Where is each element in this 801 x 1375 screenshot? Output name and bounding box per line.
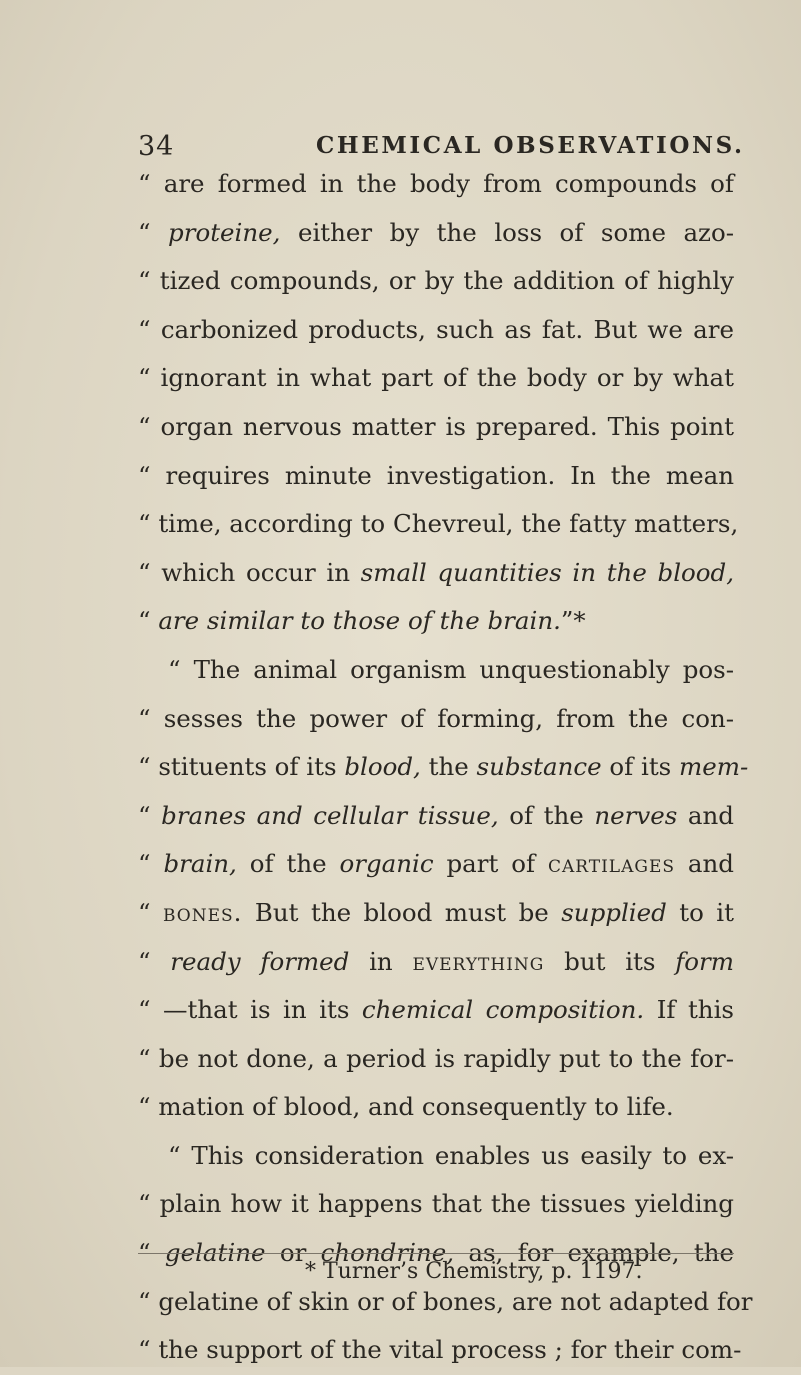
text-segment: “ sesses the power of forming, from the con- bbox=[138, 703, 734, 733]
text-line bbox=[138, 889, 734, 938]
text-segment: “ mation of blood, and consequently to life. bbox=[138, 1092, 674, 1122]
text-line bbox=[138, 840, 734, 889]
text-line bbox=[138, 1083, 734, 1132]
text-segment: “ bbox=[138, 849, 164, 879]
text-segment: part of bbox=[433, 849, 548, 879]
italic-text: chondrine, bbox=[320, 1238, 454, 1268]
text-segment: “ The animal organism unquestionably pos- bbox=[168, 654, 734, 684]
text-segment: “ be not done, a period is rapidly put to the for- bbox=[138, 1043, 734, 1073]
text-segment: but its bbox=[544, 946, 676, 976]
text-segment: and bbox=[675, 849, 734, 879]
text-segment: either by the loss of some azo- bbox=[280, 217, 734, 247]
text-line bbox=[138, 597, 734, 646]
text-segment: “ bbox=[138, 217, 169, 247]
text-segment: to it bbox=[666, 897, 734, 927]
text-line bbox=[138, 695, 734, 744]
text-segment: “ bbox=[138, 897, 163, 927]
text-segment: in bbox=[349, 946, 413, 976]
text-segment: or bbox=[265, 1238, 321, 1268]
text-line bbox=[138, 160, 734, 209]
text-segment: “ gelatine of skin or of bones, are not adapted for bbox=[138, 1286, 753, 1316]
text-segment: “ ignorant in what part of the body or by what bbox=[138, 363, 734, 393]
small-caps-text: bones. bbox=[162, 897, 243, 927]
italic-text: form bbox=[675, 946, 734, 976]
text-line bbox=[138, 209, 734, 258]
text-line bbox=[138, 306, 734, 355]
italic-text: gelatine bbox=[164, 1238, 266, 1268]
body-text bbox=[138, 160, 753, 1375]
italic-text: ready formed bbox=[170, 946, 350, 976]
text-segment: “ the support of the vital process ; for their com- bbox=[138, 1335, 742, 1365]
text-segment: of its bbox=[601, 752, 680, 782]
text-segment: “ time, according to Chevreul, the fatty matters, bbox=[138, 509, 739, 539]
text-line bbox=[138, 1326, 742, 1375]
text-segment: “ requires minute investigation. In the mean bbox=[138, 460, 734, 490]
text-segment: If this bbox=[644, 995, 734, 1025]
text-segment: “ bbox=[138, 1238, 165, 1268]
italic-text: brain, bbox=[163, 849, 237, 879]
text-segment: ”* bbox=[560, 606, 586, 636]
text-segment: and bbox=[677, 800, 734, 830]
text-segment: the bbox=[420, 752, 477, 782]
text-line bbox=[138, 646, 734, 695]
text-line bbox=[138, 452, 734, 501]
text-line bbox=[138, 500, 739, 549]
text-segment: But the blood must be bbox=[242, 897, 562, 927]
text-line bbox=[138, 743, 749, 792]
italic-text: organic bbox=[339, 849, 434, 879]
italic-text: mem- bbox=[679, 752, 749, 782]
page-number: 34 bbox=[138, 131, 175, 162]
text-line bbox=[138, 792, 734, 841]
text-line bbox=[138, 1180, 734, 1229]
text-line bbox=[138, 1035, 734, 1084]
text-segment: “ bbox=[138, 800, 162, 830]
text-line bbox=[138, 938, 734, 987]
italic-text: are similar to those of the brain. bbox=[158, 606, 561, 636]
text-segment: as, for example, the bbox=[453, 1238, 734, 1268]
italic-text: substance bbox=[476, 752, 602, 782]
text-segment: “ organ nervous matter is prepared. This point bbox=[138, 411, 734, 441]
italic-text: blood, bbox=[344, 752, 421, 782]
small-caps-text: everything bbox=[412, 946, 545, 976]
text-segment: “ plain how it happens that the tissues yielding bbox=[138, 1189, 734, 1219]
text-segment: of the bbox=[498, 800, 595, 830]
text-segment: “ bbox=[138, 946, 171, 976]
text-segment: “ tized compounds, or by the addition of highly bbox=[138, 266, 734, 296]
text-line bbox=[138, 1132, 734, 1181]
italic-text: proteine, bbox=[168, 217, 281, 247]
text-segment: of the bbox=[236, 849, 340, 879]
text-line bbox=[138, 354, 734, 403]
italic-text: chemical composition. bbox=[361, 995, 645, 1025]
text-line bbox=[138, 549, 734, 598]
text-line bbox=[138, 986, 734, 1035]
footnote: * Turner’s Chemistry, p. 1197. bbox=[305, 1259, 643, 1284]
running-head: CHEMICAL OBSERVATIONS. bbox=[316, 132, 745, 159]
text-segment: “ —that is in its bbox=[138, 995, 362, 1025]
text-segment: “ bbox=[138, 606, 159, 636]
text-segment: “ stituents of its bbox=[138, 752, 345, 782]
italic-text: branes and cellular tissue, bbox=[161, 800, 499, 830]
small-caps-text: cartilages bbox=[547, 849, 676, 879]
text-line bbox=[138, 257, 734, 306]
italic-text: supplied bbox=[561, 897, 667, 927]
text-segment: “ which occur in bbox=[138, 557, 361, 587]
italic-text: small quantities in the blood, bbox=[360, 557, 734, 587]
text-segment: “ are formed in the body from compounds of bbox=[138, 169, 734, 198]
text-line bbox=[138, 403, 734, 452]
text-segment: “ This consideration enables us easily to ex- bbox=[168, 1140, 734, 1170]
italic-text: nerves bbox=[594, 800, 678, 830]
text-segment: “ carbonized products, such as fat. But we are bbox=[138, 314, 734, 344]
